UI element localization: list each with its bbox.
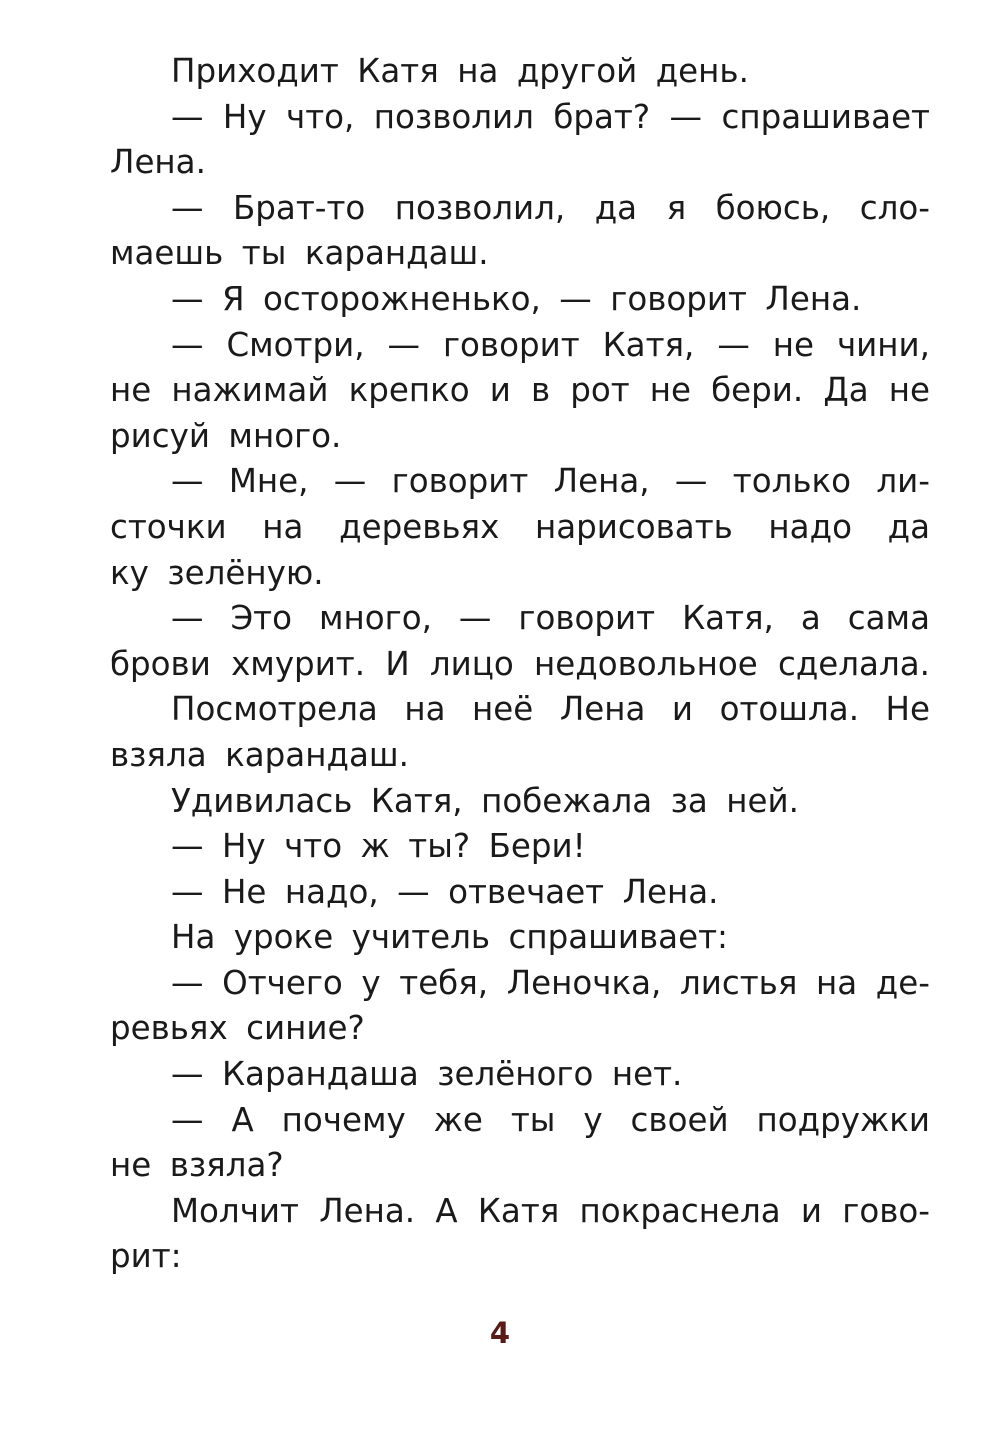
text-line: — Отчего у тебя, Леночка, листья на де- bbox=[171, 963, 930, 1002]
text-line: — Мне, — говорит Лена, — только ли- bbox=[171, 462, 930, 501]
text-line: — Я осторожненько, — говорит Лена. bbox=[171, 279, 862, 318]
text-line: рисуй много. bbox=[110, 416, 342, 455]
text-line: Молчит Лена. А Катя покраснела и гово- bbox=[171, 1191, 930, 1230]
text-line: — Не надо, — отвечает Лена. bbox=[171, 872, 719, 911]
text-line: не взяла? bbox=[110, 1146, 284, 1185]
text-line: — Смотри, — говорит Катя, — не чини, bbox=[171, 325, 930, 364]
text-line: — Карандаша зелёного нет. bbox=[171, 1055, 683, 1094]
text-line: не нажимай крепко и в рот не бери. Да не bbox=[110, 371, 930, 410]
text-line: брови хмурит. И лицо недовольное сделала. bbox=[110, 644, 930, 683]
text-line: Удивилась Катя, побежала за ней. bbox=[171, 781, 799, 820]
text-line: Приходит Катя на другой день. bbox=[171, 52, 749, 90]
text-line: рит: bbox=[110, 1237, 182, 1276]
text-line: На уроке учитель спрашивает: bbox=[171, 918, 728, 957]
text-line: — Это много, — говорит Катя, а сама bbox=[171, 599, 930, 638]
text-line: ку зелёную. bbox=[110, 553, 324, 592]
story-text bbox=[110, 49, 930, 1280]
text-line: — Ну что, позволил брат? — спрашивает bbox=[171, 97, 930, 136]
text-line: маешь ты карандаш. bbox=[110, 234, 489, 273]
text-line: ревьях синие? bbox=[110, 1009, 365, 1048]
text-line: — Брат-то позволил, да я боюсь, сло- bbox=[171, 188, 930, 227]
text-line: — Ну что ж ты? Бери! bbox=[171, 827, 586, 866]
text-line: сточки на деревьях нарисовать надо да bbox=[110, 507, 930, 546]
text-line: — А почему же ты у своей подружки bbox=[171, 1100, 930, 1139]
text-line: взяла карандаш. bbox=[110, 735, 409, 774]
page-number: 4 bbox=[489, 1316, 511, 1350]
text-line: Посмотрела на неё Лена и отошла. Не bbox=[171, 690, 930, 729]
text-line: Лена. bbox=[110, 143, 206, 182]
